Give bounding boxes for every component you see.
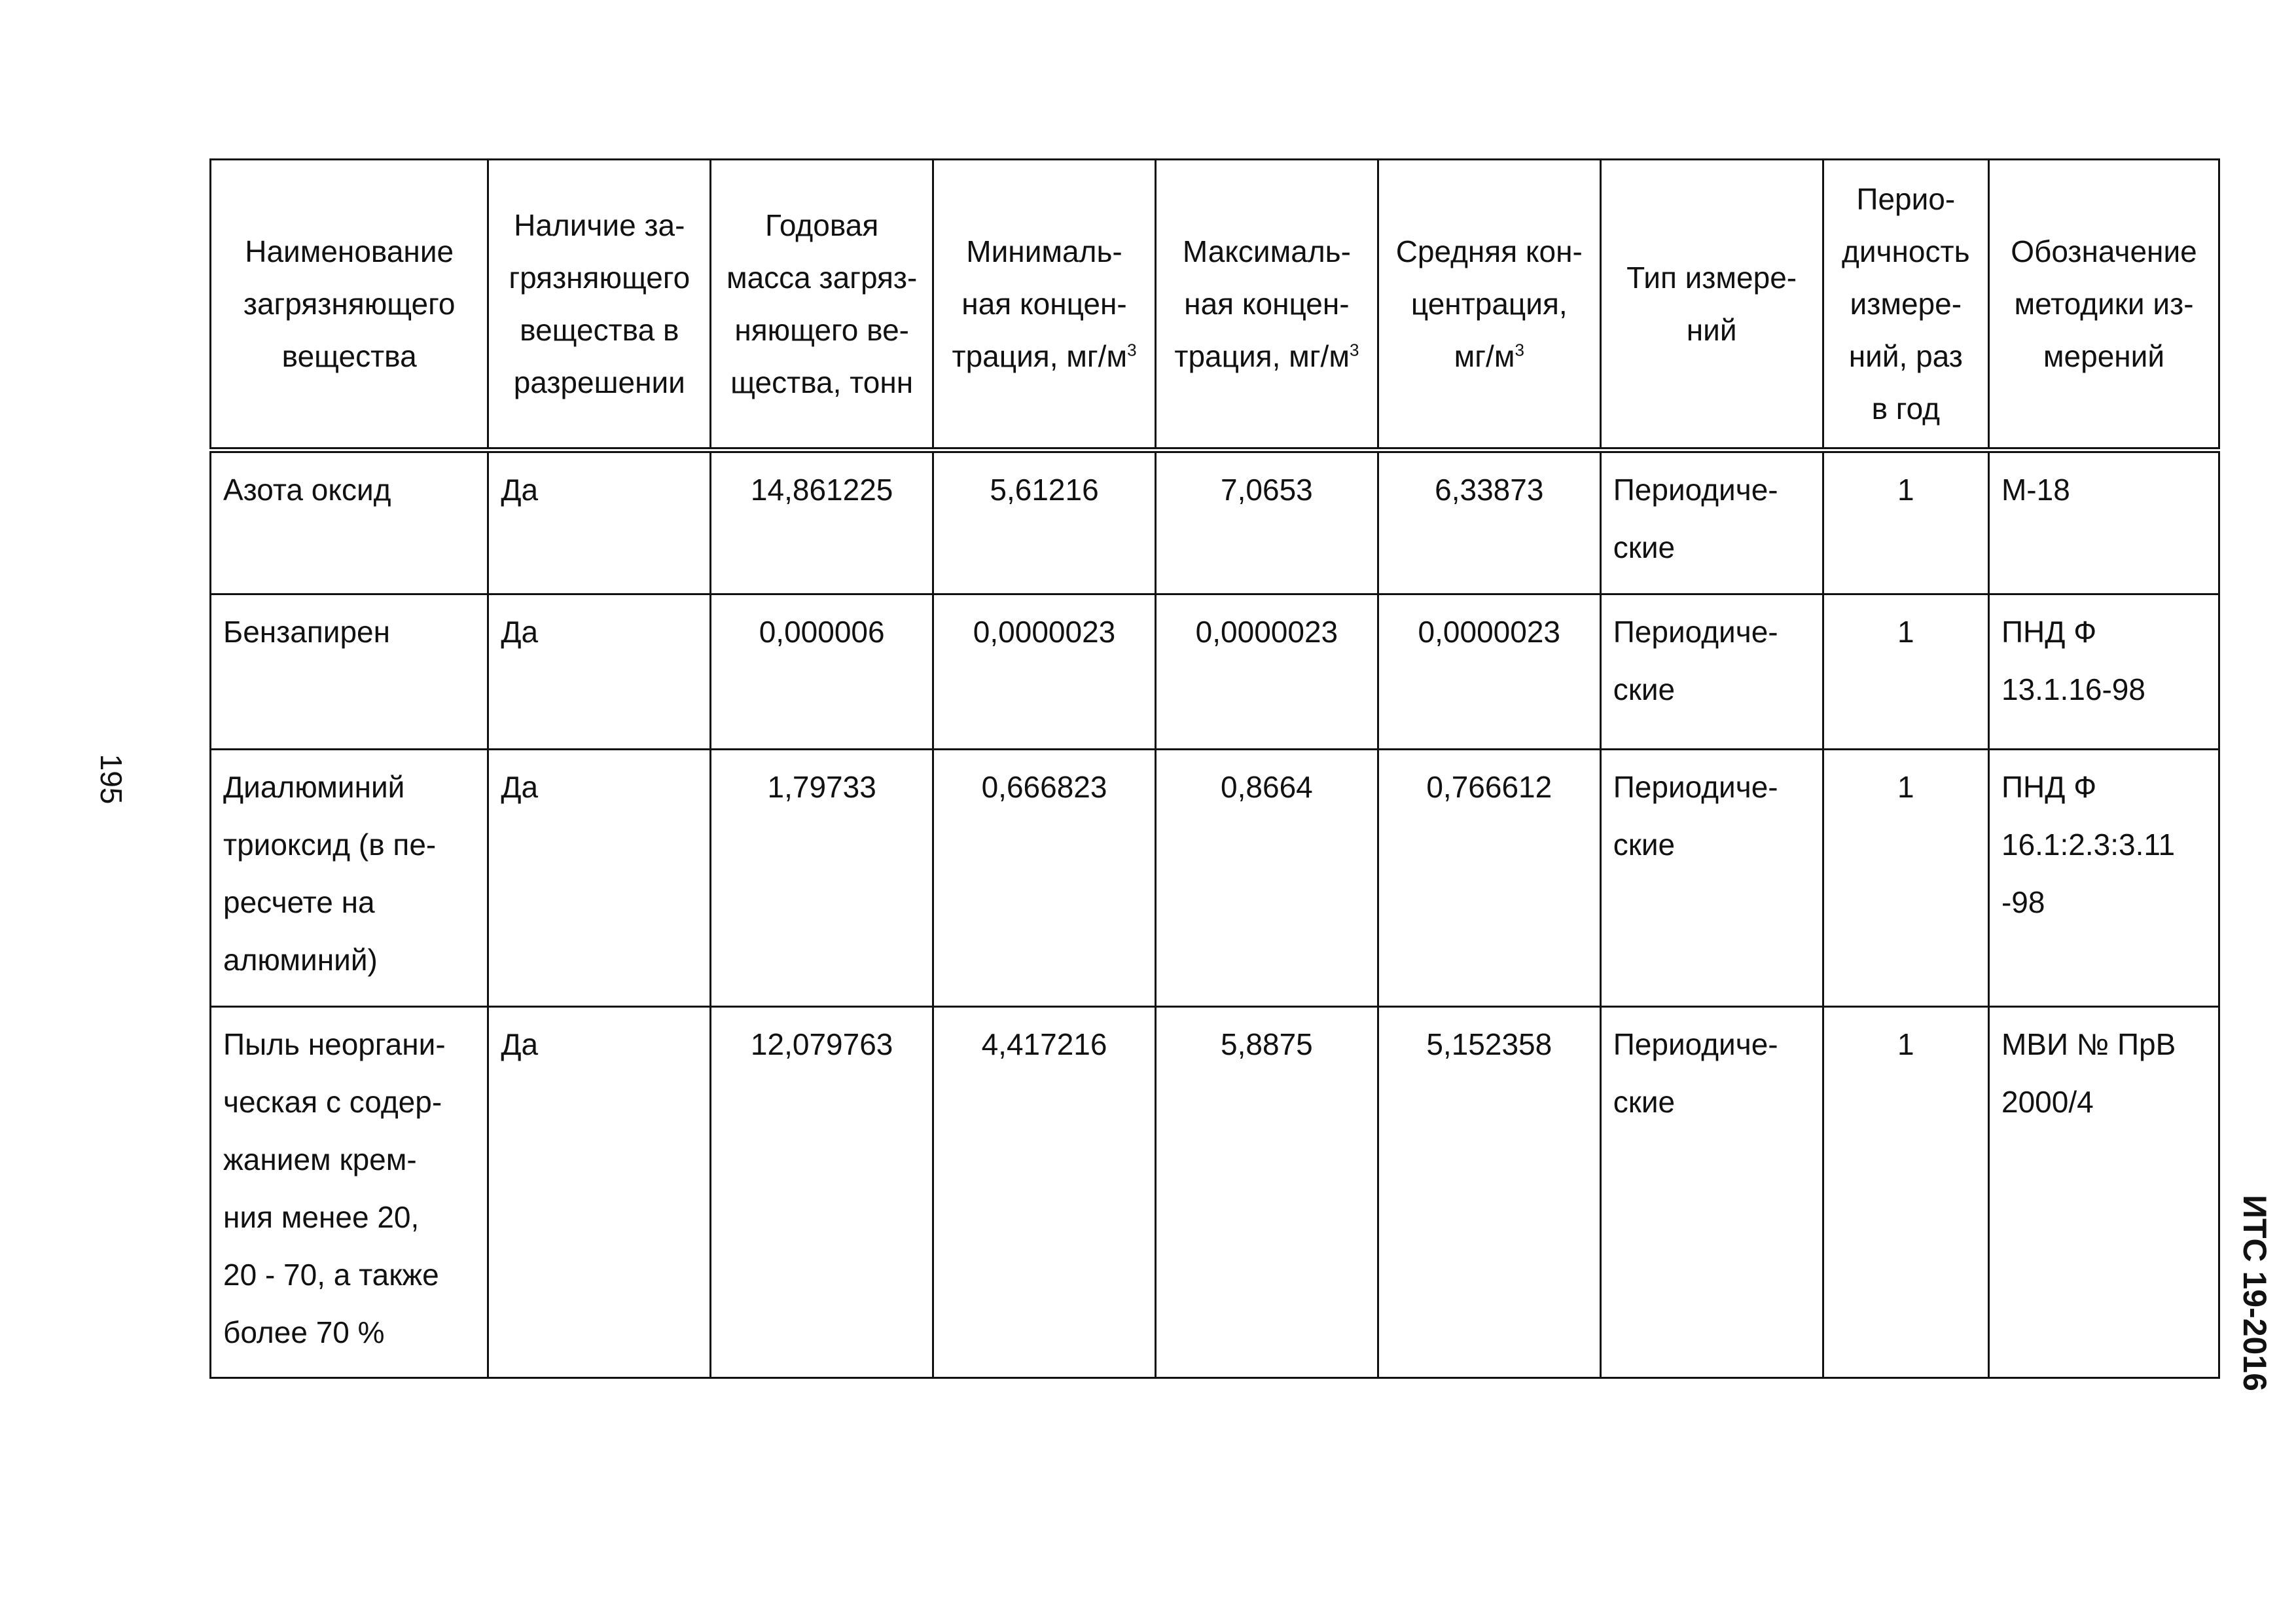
header-annual-mass: [711, 160, 933, 450]
cell-min-concentration: 4,417216: [933, 1007, 1156, 1378]
header-substance-name: [211, 160, 488, 450]
cell-line: Максималь-: [1182, 234, 1351, 268]
cell-line: дичность: [1842, 234, 1970, 268]
cell-measurement-type: [1600, 450, 1823, 594]
cell-method: [1988, 450, 2219, 594]
cell-frequency: 1: [1823, 1007, 1988, 1378]
cell-line: жанием крем-: [223, 1142, 417, 1176]
cell-in-permit: Да: [488, 450, 711, 594]
cell-line: ний, раз: [1848, 339, 1963, 373]
cell-line: М-18: [2001, 473, 2070, 507]
unit-superscript: 3: [1515, 340, 1524, 360]
cell-line: Азота оксид: [223, 473, 391, 507]
cell-measurement-type: [1600, 1007, 1823, 1378]
cell-max-concentration: 7,0653: [1155, 450, 1378, 594]
cell-line: ная концен-: [961, 287, 1127, 321]
cell-line: Наличие за-: [514, 208, 685, 242]
cell-line: Тип измере-: [1626, 261, 1797, 295]
cell-line: триоксид (в пе-: [223, 828, 437, 862]
cell-line: ские: [1613, 1085, 1676, 1119]
cell-line: МВИ № ПрВ: [2001, 1027, 2176, 1061]
cell-line: Перио-: [1856, 182, 1956, 216]
cell-line: ная концен-: [1184, 287, 1350, 321]
cell-avg-concentration: 0,766612: [1378, 750, 1600, 1007]
cell-min-concentration: 5,61216: [933, 450, 1156, 594]
cell-line: Обозначение: [2011, 234, 2197, 268]
cell-line: Годовая: [765, 208, 879, 242]
document-code-text: ИТС 19-2016: [2236, 1195, 2273, 1391]
cell-substance-name: [211, 750, 488, 1007]
header-avg-concentration: [1378, 160, 1600, 450]
cell-avg-concentration: 0,0000023: [1378, 594, 1600, 750]
cell-max-concentration: 0,8664: [1155, 750, 1378, 1007]
cell-line: алюминий): [223, 943, 378, 977]
cell-line: ские: [1613, 828, 1676, 862]
cell-line: ресчете на: [223, 885, 375, 919]
header-measurement-type: [1600, 160, 1823, 450]
page-number-text: 195: [94, 754, 128, 805]
cell-line: -98: [2001, 885, 2045, 919]
cell-frequency: 1: [1823, 594, 1988, 750]
cell-substance-name: [211, 1007, 488, 1378]
cell-max-concentration: 5,8875: [1155, 1007, 1378, 1378]
cell-line: Минималь-: [966, 234, 1122, 268]
cell-line: центрация,: [1410, 287, 1568, 321]
cell-line: трация, $мг/м^3$: [1174, 339, 1359, 373]
cell-line: 13.1.16-98: [2001, 672, 2145, 706]
cell-line: трация, $мг/м^3$: [952, 339, 1137, 373]
cell-annual-mass: 1,79733: [711, 750, 933, 1007]
cell-line: 20 - 70, а также: [223, 1258, 439, 1292]
cell-line: масса загряз-: [726, 261, 918, 295]
cell-frequency: 1: [1823, 450, 1988, 594]
cell-measurement-type: [1600, 594, 1823, 750]
cell-annual-mass: 12,079763: [711, 1007, 933, 1378]
cell-line: щества, тонн: [730, 365, 914, 399]
cell-line: 16.1:2.3:3.11: [2001, 828, 2176, 862]
cell-line: Периодиче-: [1613, 473, 1778, 507]
pollutant-table: [209, 158, 2220, 1379]
cell-method: [1988, 594, 2219, 750]
unit-superscript: 3: [1127, 340, 1137, 360]
table-row: [211, 750, 2219, 1007]
cell-line: Периодиче-: [1613, 1027, 1778, 1061]
cell-line: в год: [1871, 392, 1940, 426]
cell-line: Бензапирен: [223, 615, 391, 649]
cell-line: вещества: [281, 339, 417, 373]
cell-line: ний: [1686, 313, 1737, 347]
unit-superscript: 3: [1349, 340, 1359, 360]
cell-line: няющего ве-: [734, 313, 909, 347]
cell-line: разрешении: [513, 365, 685, 399]
cell-line: методики из-: [2014, 287, 2194, 321]
cell-min-concentration: 0,666823: [933, 750, 1156, 1007]
cell-line: грязняющего: [509, 261, 691, 295]
table-row: [211, 450, 2219, 594]
cell-line: измере-: [1850, 287, 1962, 321]
cell-line: 2000/4: [2001, 1085, 2094, 1119]
cell-line: Пыль неоргани-: [223, 1027, 446, 1061]
cell-method: [1988, 1007, 2219, 1378]
cell-line: ские: [1613, 672, 1676, 706]
cell-max-concentration: 0,0000023: [1155, 594, 1378, 750]
cell-line: мерений: [2043, 339, 2165, 373]
cell-line: ния менее 20,: [223, 1200, 420, 1234]
cell-line: Периодиче-: [1613, 770, 1778, 804]
cell-line: более 70 %: [223, 1315, 385, 1349]
cell-avg-concentration: 6,33873: [1378, 450, 1600, 594]
cell-avg-concentration: 5,152358: [1378, 1007, 1600, 1378]
cell-line: загрязняющего: [243, 287, 456, 321]
cell-method: [1988, 750, 2219, 1007]
cell-substance-name: [211, 594, 488, 750]
header-method: [1988, 160, 2219, 450]
header-max-concentration: [1155, 160, 1378, 450]
cell-line: Средняя кон-: [1395, 234, 1583, 268]
cell-line: Периодиче-: [1613, 615, 1778, 649]
cell-frequency: 1: [1823, 750, 1988, 1007]
cell-line: вещества в: [520, 313, 679, 347]
cell-line: Наименование: [245, 234, 454, 268]
header-min-concentration: [933, 160, 1156, 450]
cell-line: ские: [1613, 530, 1676, 564]
cell-annual-mass: 14,861225: [711, 450, 933, 594]
table-row: [211, 594, 2219, 750]
header-frequency: [1823, 160, 1988, 450]
cell-line: ПНД Ф: [2001, 770, 2097, 804]
cell-in-permit: Да: [488, 594, 711, 750]
cell-line: ПНД Ф: [2001, 615, 2097, 649]
cell-substance-name: [211, 450, 488, 594]
table-row: [211, 1007, 2219, 1378]
cell-line: $мг/м^3$: [1454, 339, 1524, 373]
cell-annual-mass: 0,000006: [711, 594, 933, 750]
cell-min-concentration: 0,0000023: [933, 594, 1156, 750]
cell-line: ческая с содер-: [223, 1085, 442, 1119]
cell-in-permit: Да: [488, 750, 711, 1007]
cell-line: Диалюминий: [223, 770, 405, 804]
table-header-row: [211, 160, 2219, 450]
cell-in-permit: Да: [488, 1007, 711, 1378]
header-in-permit: [488, 160, 711, 450]
cell-measurement-type: [1600, 750, 1823, 1007]
